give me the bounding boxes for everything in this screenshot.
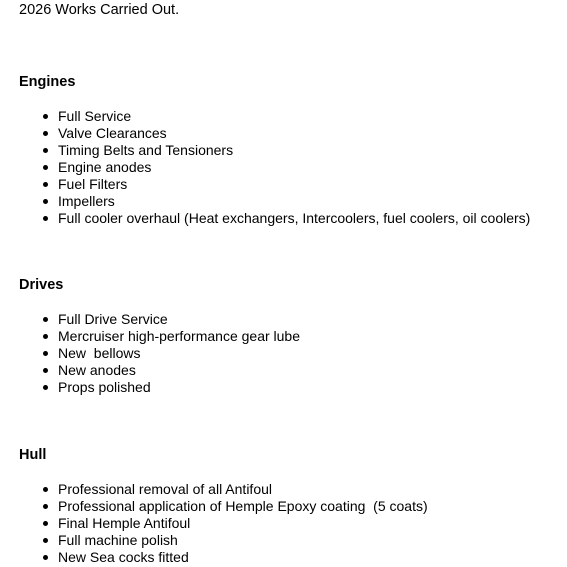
list-item (0, 159, 530, 176)
list-item-label: Timing Belts and Tensioners (58, 142, 234, 158)
list-item (0, 549, 428, 566)
list-item-label: Final Hemple Antifoul (58, 515, 191, 531)
list-item (0, 345, 300, 362)
list-item (0, 311, 300, 328)
section-heading-drives: Drives (19, 277, 64, 293)
list-item-label: Impellers (58, 193, 115, 209)
list-item (0, 108, 530, 125)
bullet-icon (43, 555, 48, 560)
list-item-label: Engine anodes (58, 159, 152, 175)
list-item (0, 498, 428, 515)
list-item-label: New bellows (58, 345, 141, 361)
bullet-icon (43, 334, 48, 339)
bullet-icon (43, 182, 48, 187)
bullet-icon (43, 521, 48, 526)
list-item-label: Full Drive Service (58, 311, 168, 327)
bullet-icon (43, 385, 48, 390)
bullet-icon (43, 216, 48, 221)
drives-list (0, 311, 300, 396)
list-item (0, 515, 428, 532)
bullet-icon (43, 199, 48, 204)
section-heading-engines: Engines (19, 74, 76, 90)
bullet-icon (43, 368, 48, 373)
bullet-icon (43, 131, 48, 136)
list-item (0, 193, 530, 210)
list-item (0, 481, 428, 498)
list-item-label: Professional removal of all Antifoul (58, 481, 272, 497)
list-item (0, 176, 530, 193)
list-item (0, 142, 530, 159)
bullet-icon (43, 538, 48, 543)
list-item-label: New anodes (58, 362, 136, 378)
list-item-label: Valve Clearances (58, 125, 167, 141)
bullet-icon (43, 487, 48, 492)
bullet-icon (43, 504, 48, 509)
bullet-icon (43, 317, 48, 322)
list-item-label: Mercruiser high-performance gear lube (58, 328, 300, 344)
list-item (0, 379, 300, 396)
list-item (0, 328, 300, 345)
bullet-icon (43, 114, 48, 119)
list-item-label: Props polished (58, 379, 151, 395)
document-title: 2026 Works Carried Out. (19, 2, 180, 18)
list-item-label: New Sea cocks fitted (58, 549, 189, 565)
section-heading-hull: Hull (19, 447, 47, 463)
list-item (0, 210, 530, 227)
bullet-icon (43, 165, 48, 170)
list-item (0, 125, 530, 142)
list-item-label: Fuel Filters (58, 176, 128, 192)
hull-list (0, 481, 428, 566)
list-item (0, 532, 428, 549)
list-item-label: Full machine polish (58, 532, 178, 548)
engines-list (0, 108, 530, 227)
list-item (0, 362, 300, 379)
list-item-label: Full cooler overhaul (Heat exchangers, Intercoolers, fuel coolers, oil coolers) (58, 210, 531, 226)
bullet-icon (43, 351, 48, 356)
list-item-label: Professional application of Hemple Epoxy coating (5 coats) (58, 498, 428, 514)
bullet-icon (43, 148, 48, 153)
list-item-label: Full Service (58, 108, 132, 124)
